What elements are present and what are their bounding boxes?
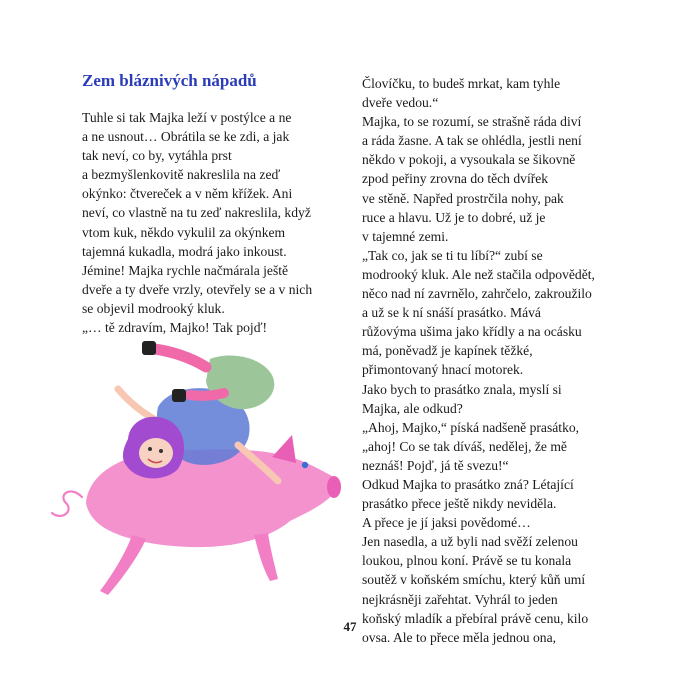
text-line: soutěž v koňském smíchu, který kůň umí [362,572,586,588]
right-text-column [362,74,642,647]
text-line: Tuhle si tak Majka leží v postýlce a ne [82,110,292,125]
text-line: má, poněvadž je kapínek těžké, [362,343,533,359]
girl-on-flying-pig-illustration [40,335,350,600]
girl-face [139,438,173,468]
pig-tail [52,491,82,515]
text-line: přimontovaný hnací motorek. [362,362,524,378]
text-line: dveře a ty dveře vrzly, otevřely se a v nich [82,281,313,297]
text-line: A přece je jí jaksi povědomé… [362,515,531,531]
text-line: vtom kuk, někdo vykulil za okýnkem [82,224,286,240]
text-line: Jen nasedla, a už byli nad svěží zelenou [362,534,578,550]
text-line: se objevil modrooký kluk. [82,300,225,316]
text-line: „ahoj! Co se tak díváš, nedělej, že mě [362,438,567,454]
text-line: „… tě zdravím, Majko! Tak pojď! [82,320,268,336]
girl-shoe-right [172,389,186,402]
text-line: Odkud Majka to prasátko zná? Létající [362,476,574,492]
pig-front-leg [254,533,278,581]
text-line: něco nad ní zavrnělo, zahrčelo, zakroužilo [362,286,592,302]
girl-eye [148,447,152,451]
text-line: a ráda žasne. A tak se ohlédla, jestli není [362,133,582,149]
pig-eye [302,462,308,468]
text-line: „Tak co, jak se ti tu líbí?“ zubí se [362,247,543,263]
text-line: ve stěně. Napřed prostrčila nohy, pak [362,190,564,206]
text-line: zpod peřiny zrovna do těch dvířek [362,171,549,187]
pig-snout [327,476,341,498]
text-line: nejkrásněji zařehtat. Vyhrál to jeden [362,591,558,607]
text-line: okýnko: čtvereček a v něm křížek. Ani [82,186,293,202]
text-line: dveře vedou.“ [362,95,439,111]
text-line: Jako bych to prasátko znala, myslí si [362,381,562,397]
left-text-column [82,108,342,337]
text-line: loukou, plnou koní. Právě se tu konala [362,553,572,569]
page-number: 47 [343,619,357,634]
chapter-title: Zem bláznivých nápadů [82,71,257,90]
text-line: a ne usnout… Obrátila se ke zdi, a jak [82,129,290,145]
pig-back-leg [100,535,146,595]
girl-eye [159,449,163,453]
text-line: modrooký kluk. Ale než stačila odpovědět, [362,266,595,282]
text-line: ruce a hlavu. Už je to dobré, už je [362,209,546,225]
text-line: Majka, ale odkud? [362,400,463,416]
text-line: a bezmyšlenkovitě nakreslila na zeď [82,167,281,183]
text-line: Človíčku, to budeš mrkat, kam tyhle [362,76,561,91]
text-line: koňský mladík a přebíral právě cenu, kilo [362,610,589,626]
girl-leg-right [190,393,224,396]
text-line: někdo v pokoji, a vysoukala se šikovně [362,152,576,168]
text-line: prasátko přece ještě nikdy neviděla. [362,496,557,512]
text-line: neví, co vlastně na tu zeď nakreslila, když [82,205,311,221]
text-line: růžovýma ušima jako křídly a na ocásku [362,324,582,340]
text-line: v tajemné zemi. [362,228,449,244]
text-line: neznáš! Pojď, já tě svezu!“ [362,457,509,473]
text-line: ovsa. Ale to přece měla jednou ona, [362,629,557,645]
text-line: Majka, to se rozumí, se strašně ráda diví [362,114,582,130]
girl-leg-left [154,349,206,367]
text-line: Jémine! Majka rychle načmárala ještě [82,262,289,278]
text-line: tak neví, co by, vytáhla prst [82,148,232,164]
text-line: a už se k ní snáší prasátko. Mává [362,305,541,321]
text-line: „Ahoj, Majko,“ píská nadšeně prasátko, [362,419,580,435]
text-line: tajemná kukadla, modrá jako inkoust. [82,243,287,259]
girl-shoe-left [142,341,156,355]
